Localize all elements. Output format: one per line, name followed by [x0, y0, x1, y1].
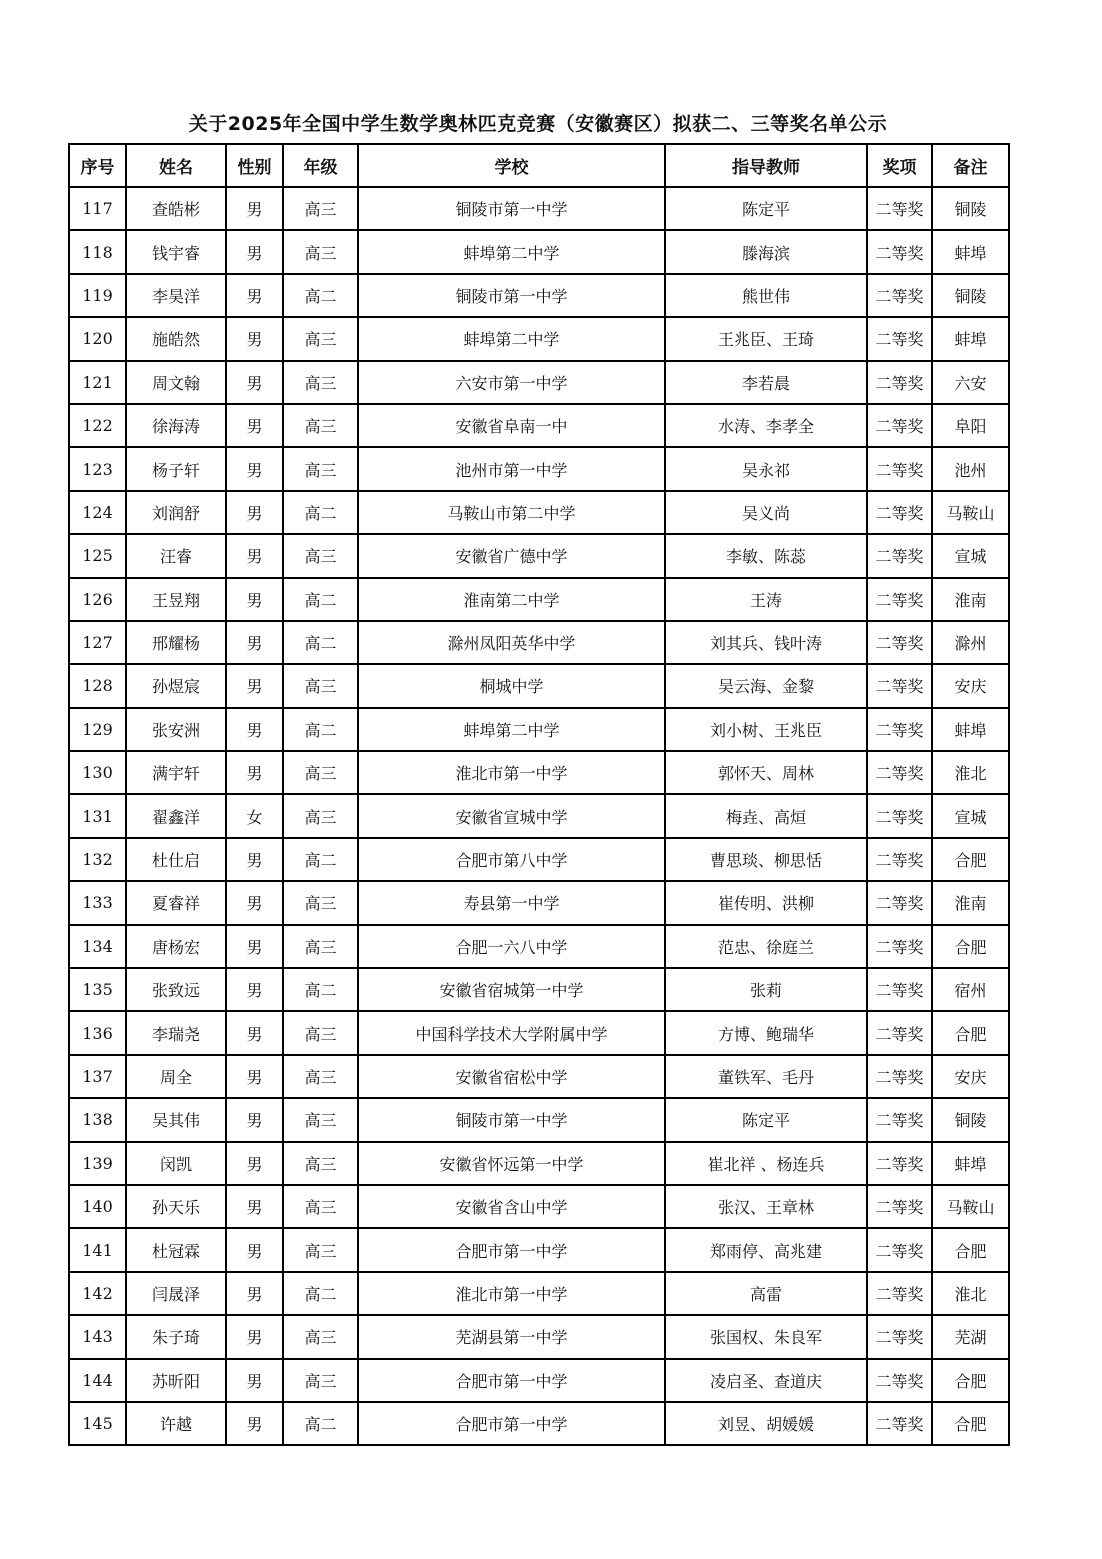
table-header-row — [69, 144, 1009, 187]
name-cell: 杜冠霖 — [126, 1228, 226, 1271]
seq-cell: 142 — [69, 1272, 126, 1315]
table-row — [69, 1098, 1009, 1141]
header-grade: 年级 — [283, 144, 358, 187]
award-cell: 二等奖 — [867, 838, 932, 881]
table-row — [69, 1315, 1009, 1358]
teacher-cell: 崔传明、洪柳 — [665, 881, 867, 924]
grade-cell: 高二 — [283, 274, 358, 317]
table-row — [69, 1185, 1009, 1228]
table-row — [69, 664, 1009, 707]
school-cell: 安徽省含山中学 — [358, 1185, 665, 1228]
remark-cell: 合肥 — [932, 1011, 1009, 1054]
grade-cell: 高三 — [283, 317, 358, 360]
name-cell: 许越 — [126, 1402, 226, 1445]
name-cell: 李瑞尧 — [126, 1011, 226, 1054]
school-cell: 淮北市第一中学 — [358, 1272, 665, 1315]
header-seq: 序号 — [69, 144, 126, 187]
school-cell: 铜陵市第一中学 — [358, 274, 665, 317]
gender-cell: 男 — [226, 1359, 283, 1402]
award-cell: 二等奖 — [867, 230, 932, 273]
gender-cell: 男 — [226, 491, 283, 534]
award-cell: 二等奖 — [867, 751, 932, 794]
seq-cell: 120 — [69, 317, 126, 360]
award-cell: 二等奖 — [867, 968, 932, 1011]
grade-cell: 高三 — [283, 1185, 358, 1228]
name-cell: 周文翰 — [126, 361, 226, 404]
grade-cell: 高三 — [283, 230, 358, 273]
grade-cell: 高三 — [283, 881, 358, 924]
school-cell: 合肥一六八中学 — [358, 925, 665, 968]
seq-cell: 139 — [69, 1142, 126, 1185]
grade-cell: 高二 — [283, 1272, 358, 1315]
school-cell: 滁州凤阳英华中学 — [358, 621, 665, 664]
teacher-cell: 吴永祁 — [665, 447, 867, 490]
header-school: 学校 — [358, 144, 665, 187]
teacher-cell: 水涛、李孝全 — [665, 404, 867, 447]
table-row — [69, 794, 1009, 837]
teacher-cell: 刘小树、王兆臣 — [665, 708, 867, 751]
gender-cell: 男 — [226, 1098, 283, 1141]
award-cell: 二等奖 — [867, 794, 932, 837]
seq-cell: 144 — [69, 1359, 126, 1402]
grade-cell: 高三 — [283, 1315, 358, 1358]
school-cell: 合肥市第一中学 — [358, 1359, 665, 1402]
table-row — [69, 1272, 1009, 1315]
teacher-cell: 陈定平 — [665, 1098, 867, 1141]
name-cell: 闫晟泽 — [126, 1272, 226, 1315]
school-cell: 寿县第一中学 — [358, 881, 665, 924]
award-cell: 二等奖 — [867, 1402, 932, 1445]
remark-cell: 宣城 — [932, 534, 1009, 577]
table-row — [69, 1011, 1009, 1054]
name-cell: 闵凯 — [126, 1142, 226, 1185]
teacher-cell: 董铁军、毛丹 — [665, 1055, 867, 1098]
remark-cell: 安庆 — [932, 664, 1009, 707]
table-row — [69, 1055, 1009, 1098]
teacher-cell: 刘其兵、钱叶涛 — [665, 621, 867, 664]
teacher-cell: 吴义尚 — [665, 491, 867, 534]
gender-cell: 男 — [226, 925, 283, 968]
page-title: 关于2025年全国中学生数学奥林匹克竞赛（安徽赛区）拟获二、三等奖名单公示 — [188, 113, 888, 135]
teacher-cell: 范忠、徐庭兰 — [665, 925, 867, 968]
name-cell: 查皓彬 — [126, 187, 226, 230]
grade-cell: 高二 — [283, 968, 358, 1011]
grade-cell: 高三 — [283, 187, 358, 230]
remark-cell: 安庆 — [932, 1055, 1009, 1098]
award-cell: 二等奖 — [867, 187, 932, 230]
grade-cell: 高二 — [283, 621, 358, 664]
seq-cell: 122 — [69, 404, 126, 447]
school-cell: 安徽省宿松中学 — [358, 1055, 665, 1098]
gender-cell: 男 — [226, 968, 283, 1011]
remark-cell: 淮南 — [932, 881, 1009, 924]
grade-cell: 高二 — [283, 1402, 358, 1445]
name-cell: 翟鑫洋 — [126, 794, 226, 837]
table-row — [69, 621, 1009, 664]
teacher-cell: 刘昱、胡媛媛 — [665, 1402, 867, 1445]
remark-cell: 马鞍山 — [932, 491, 1009, 534]
seq-cell: 135 — [69, 968, 126, 1011]
seq-cell: 143 — [69, 1315, 126, 1358]
teacher-cell: 郭怀天、周林 — [665, 751, 867, 794]
school-cell: 淮北市第一中学 — [358, 751, 665, 794]
seq-cell: 140 — [69, 1185, 126, 1228]
remark-cell: 六安 — [932, 361, 1009, 404]
name-cell: 孙天乐 — [126, 1185, 226, 1228]
school-cell: 桐城中学 — [358, 664, 665, 707]
school-cell: 铜陵市第一中学 — [358, 1098, 665, 1141]
name-cell: 杜仕启 — [126, 838, 226, 881]
teacher-cell: 梅垚、高烜 — [665, 794, 867, 837]
school-cell: 蚌埠第二中学 — [358, 317, 665, 360]
award-cell: 二等奖 — [867, 404, 932, 447]
remark-cell: 淮南 — [932, 578, 1009, 621]
table-row — [69, 491, 1009, 534]
teacher-cell: 方博、鲍瑞华 — [665, 1011, 867, 1054]
table-row — [69, 187, 1009, 230]
table-body — [69, 187, 1009, 1445]
name-cell: 吴其伟 — [126, 1098, 226, 1141]
gender-cell: 男 — [226, 1272, 283, 1315]
table-row — [69, 968, 1009, 1011]
name-cell: 满宇轩 — [126, 751, 226, 794]
award-cell: 二等奖 — [867, 578, 932, 621]
award-cell: 二等奖 — [867, 1359, 932, 1402]
school-cell: 合肥市第八中学 — [358, 838, 665, 881]
name-cell: 朱子琦 — [126, 1315, 226, 1358]
remark-cell: 蚌埠 — [932, 1142, 1009, 1185]
school-cell: 中国科学技术大学附属中学 — [358, 1011, 665, 1054]
gender-cell: 男 — [226, 1055, 283, 1098]
gender-cell: 男 — [226, 230, 283, 273]
remark-cell: 合肥 — [932, 838, 1009, 881]
teacher-cell: 陈定平 — [665, 187, 867, 230]
teacher-cell: 滕海滨 — [665, 230, 867, 273]
gender-cell: 女 — [226, 794, 283, 837]
name-cell: 夏睿祥 — [126, 881, 226, 924]
name-cell: 汪睿 — [126, 534, 226, 577]
name-cell: 苏昕阳 — [126, 1359, 226, 1402]
grade-cell: 高三 — [283, 751, 358, 794]
teacher-cell: 张汉、王章林 — [665, 1185, 867, 1228]
school-cell: 芜湖县第一中学 — [358, 1315, 665, 1358]
remark-cell: 合肥 — [932, 1228, 1009, 1271]
table-row — [69, 578, 1009, 621]
name-cell: 邢耀杨 — [126, 621, 226, 664]
school-cell: 安徽省宿城第一中学 — [358, 968, 665, 1011]
name-cell: 杨子轩 — [126, 447, 226, 490]
grade-cell: 高二 — [283, 838, 358, 881]
seq-cell: 132 — [69, 838, 126, 881]
grade-cell: 高三 — [283, 794, 358, 837]
name-cell: 李昊洋 — [126, 274, 226, 317]
teacher-cell: 张国权、朱良军 — [665, 1315, 867, 1358]
seq-cell: 130 — [69, 751, 126, 794]
award-cell: 二等奖 — [867, 1185, 932, 1228]
table-row — [69, 1142, 1009, 1185]
award-cell: 二等奖 — [867, 1142, 932, 1185]
gender-cell: 男 — [226, 708, 283, 751]
remark-cell: 池州 — [932, 447, 1009, 490]
grade-cell: 高三 — [283, 1142, 358, 1185]
seq-cell: 123 — [69, 447, 126, 490]
header-remark: 备注 — [932, 144, 1009, 187]
gender-cell: 男 — [226, 881, 283, 924]
seq-cell: 129 — [69, 708, 126, 751]
grade-cell: 高三 — [283, 664, 358, 707]
remark-cell: 蚌埠 — [932, 317, 1009, 360]
table-row — [69, 925, 1009, 968]
table-row — [69, 881, 1009, 924]
seq-cell: 117 — [69, 187, 126, 230]
seq-cell: 125 — [69, 534, 126, 577]
table-row — [69, 534, 1009, 577]
teacher-cell: 王涛 — [665, 578, 867, 621]
seq-cell: 124 — [69, 491, 126, 534]
seq-cell: 131 — [69, 794, 126, 837]
school-cell: 池州市第一中学 — [358, 447, 665, 490]
gender-cell: 男 — [226, 187, 283, 230]
school-cell: 蚌埠第二中学 — [358, 230, 665, 273]
teacher-cell: 郑雨停、高兆建 — [665, 1228, 867, 1271]
award-cell: 二等奖 — [867, 534, 932, 577]
award-cell: 二等奖 — [867, 274, 932, 317]
teacher-cell: 李若晨 — [665, 361, 867, 404]
grade-cell: 高三 — [283, 1228, 358, 1271]
gender-cell: 男 — [226, 534, 283, 577]
grade-cell: 高三 — [283, 1055, 358, 1098]
table-row — [69, 1228, 1009, 1271]
school-cell: 马鞍山市第二中学 — [358, 491, 665, 534]
teacher-cell: 王兆臣、王琦 — [665, 317, 867, 360]
grade-cell: 高三 — [283, 534, 358, 577]
grade-cell: 高二 — [283, 578, 358, 621]
seq-cell: 126 — [69, 578, 126, 621]
seq-cell: 128 — [69, 664, 126, 707]
teacher-cell: 李敏、陈蕊 — [665, 534, 867, 577]
name-cell: 周全 — [126, 1055, 226, 1098]
name-cell: 钱宇睿 — [126, 230, 226, 273]
grade-cell: 高二 — [283, 708, 358, 751]
name-cell: 刘润舒 — [126, 491, 226, 534]
teacher-cell: 吴云海、金黎 — [665, 664, 867, 707]
remark-cell: 铜陵 — [932, 274, 1009, 317]
grade-cell: 高三 — [283, 1359, 358, 1402]
teacher-cell: 曹思琰、柳思恬 — [665, 838, 867, 881]
grade-cell: 高三 — [283, 361, 358, 404]
table-row — [69, 838, 1009, 881]
gender-cell: 男 — [226, 1142, 283, 1185]
header-award: 奖项 — [867, 144, 932, 187]
seq-cell: 119 — [69, 274, 126, 317]
teacher-cell: 崔北祥 、杨连兵 — [665, 1142, 867, 1185]
seq-cell: 138 — [69, 1098, 126, 1141]
table-row — [69, 361, 1009, 404]
seq-cell: 134 — [69, 925, 126, 968]
remark-cell: 滁州 — [932, 621, 1009, 664]
teacher-cell: 熊世伟 — [665, 274, 867, 317]
grade-cell: 高三 — [283, 1011, 358, 1054]
remark-cell: 铜陵 — [932, 1098, 1009, 1141]
school-cell: 安徽省宣城中学 — [358, 794, 665, 837]
remark-cell: 阜阳 — [932, 404, 1009, 447]
seq-cell: 145 — [69, 1402, 126, 1445]
gender-cell: 男 — [226, 578, 283, 621]
seq-cell: 137 — [69, 1055, 126, 1098]
award-cell: 二等奖 — [867, 1228, 932, 1271]
school-cell: 淮南第二中学 — [358, 578, 665, 621]
remark-cell: 淮北 — [932, 1272, 1009, 1315]
gender-cell: 男 — [226, 361, 283, 404]
grade-cell: 高二 — [283, 491, 358, 534]
gender-cell: 男 — [226, 751, 283, 794]
grade-cell: 高三 — [283, 404, 358, 447]
name-cell: 施皓然 — [126, 317, 226, 360]
award-cell: 二等奖 — [867, 1272, 932, 1315]
remark-cell: 合肥 — [932, 925, 1009, 968]
award-list-table — [68, 143, 1010, 1446]
name-cell: 张安洲 — [126, 708, 226, 751]
remark-cell: 宿州 — [932, 968, 1009, 1011]
table-row — [69, 751, 1009, 794]
award-cell: 二等奖 — [867, 491, 932, 534]
name-cell: 孙煜宸 — [126, 664, 226, 707]
name-cell: 唐杨宏 — [126, 925, 226, 968]
grade-cell: 高三 — [283, 447, 358, 490]
table-row — [69, 708, 1009, 751]
gender-cell: 男 — [226, 447, 283, 490]
gender-cell: 男 — [226, 1011, 283, 1054]
gender-cell: 男 — [226, 621, 283, 664]
award-cell: 二等奖 — [867, 664, 932, 707]
gender-cell: 男 — [226, 274, 283, 317]
award-cell: 二等奖 — [867, 881, 932, 924]
seq-cell: 133 — [69, 881, 126, 924]
seq-cell: 118 — [69, 230, 126, 273]
gender-cell: 男 — [226, 838, 283, 881]
gender-cell: 男 — [226, 1402, 283, 1445]
table-row — [69, 274, 1009, 317]
remark-cell: 芜湖 — [932, 1315, 1009, 1358]
grade-cell: 高三 — [283, 925, 358, 968]
name-cell: 徐海涛 — [126, 404, 226, 447]
gender-cell: 男 — [226, 1185, 283, 1228]
header-teacher: 指导教师 — [665, 144, 867, 187]
award-cell: 二等奖 — [867, 447, 932, 490]
header-name: 姓名 — [126, 144, 226, 187]
table-row — [69, 404, 1009, 447]
name-cell: 王昱翔 — [126, 578, 226, 621]
school-cell: 合肥市第一中学 — [358, 1402, 665, 1445]
school-cell: 铜陵市第一中学 — [358, 187, 665, 230]
award-cell: 二等奖 — [867, 317, 932, 360]
name-cell: 张致远 — [126, 968, 226, 1011]
gender-cell: 男 — [226, 404, 283, 447]
award-cell: 二等奖 — [867, 1011, 932, 1054]
gender-cell: 男 — [226, 317, 283, 360]
school-cell: 安徽省怀远第一中学 — [358, 1142, 665, 1185]
seq-cell: 141 — [69, 1228, 126, 1271]
remark-cell: 马鞍山 — [932, 1185, 1009, 1228]
remark-cell: 铜陵 — [932, 187, 1009, 230]
table-row — [69, 1359, 1009, 1402]
award-cell: 二等奖 — [867, 1315, 932, 1358]
table-row — [69, 447, 1009, 490]
award-cell: 二等奖 — [867, 708, 932, 751]
school-cell: 合肥市第一中学 — [358, 1228, 665, 1271]
gender-cell: 男 — [226, 1315, 283, 1358]
seq-cell: 136 — [69, 1011, 126, 1054]
remark-cell: 蚌埠 — [932, 230, 1009, 273]
table-row — [69, 317, 1009, 360]
remark-cell: 合肥 — [932, 1359, 1009, 1402]
seq-cell: 121 — [69, 361, 126, 404]
teacher-cell: 高雷 — [665, 1272, 867, 1315]
award-cell: 二等奖 — [867, 621, 932, 664]
school-cell: 六安市第一中学 — [358, 361, 665, 404]
school-cell: 蚌埠第二中学 — [358, 708, 665, 751]
award-cell: 二等奖 — [867, 361, 932, 404]
seq-cell: 127 — [69, 621, 126, 664]
header-gender: 性别 — [226, 144, 283, 187]
award-cell: 二等奖 — [867, 1098, 932, 1141]
school-cell: 安徽省阜南一中 — [358, 404, 665, 447]
remark-cell: 蚌埠 — [932, 708, 1009, 751]
grade-cell: 高三 — [283, 1098, 358, 1141]
gender-cell: 男 — [226, 664, 283, 707]
remark-cell: 合肥 — [932, 1402, 1009, 1445]
award-cell: 二等奖 — [867, 925, 932, 968]
remark-cell: 淮北 — [932, 751, 1009, 794]
remark-cell: 宣城 — [932, 794, 1009, 837]
award-cell: 二等奖 — [867, 1055, 932, 1098]
table-row — [69, 230, 1009, 273]
school-cell: 安徽省广德中学 — [358, 534, 665, 577]
table-row — [69, 1402, 1009, 1445]
gender-cell: 男 — [226, 1228, 283, 1271]
teacher-cell: 凌启圣、查道庆 — [665, 1359, 867, 1402]
teacher-cell: 张莉 — [665, 968, 867, 1011]
